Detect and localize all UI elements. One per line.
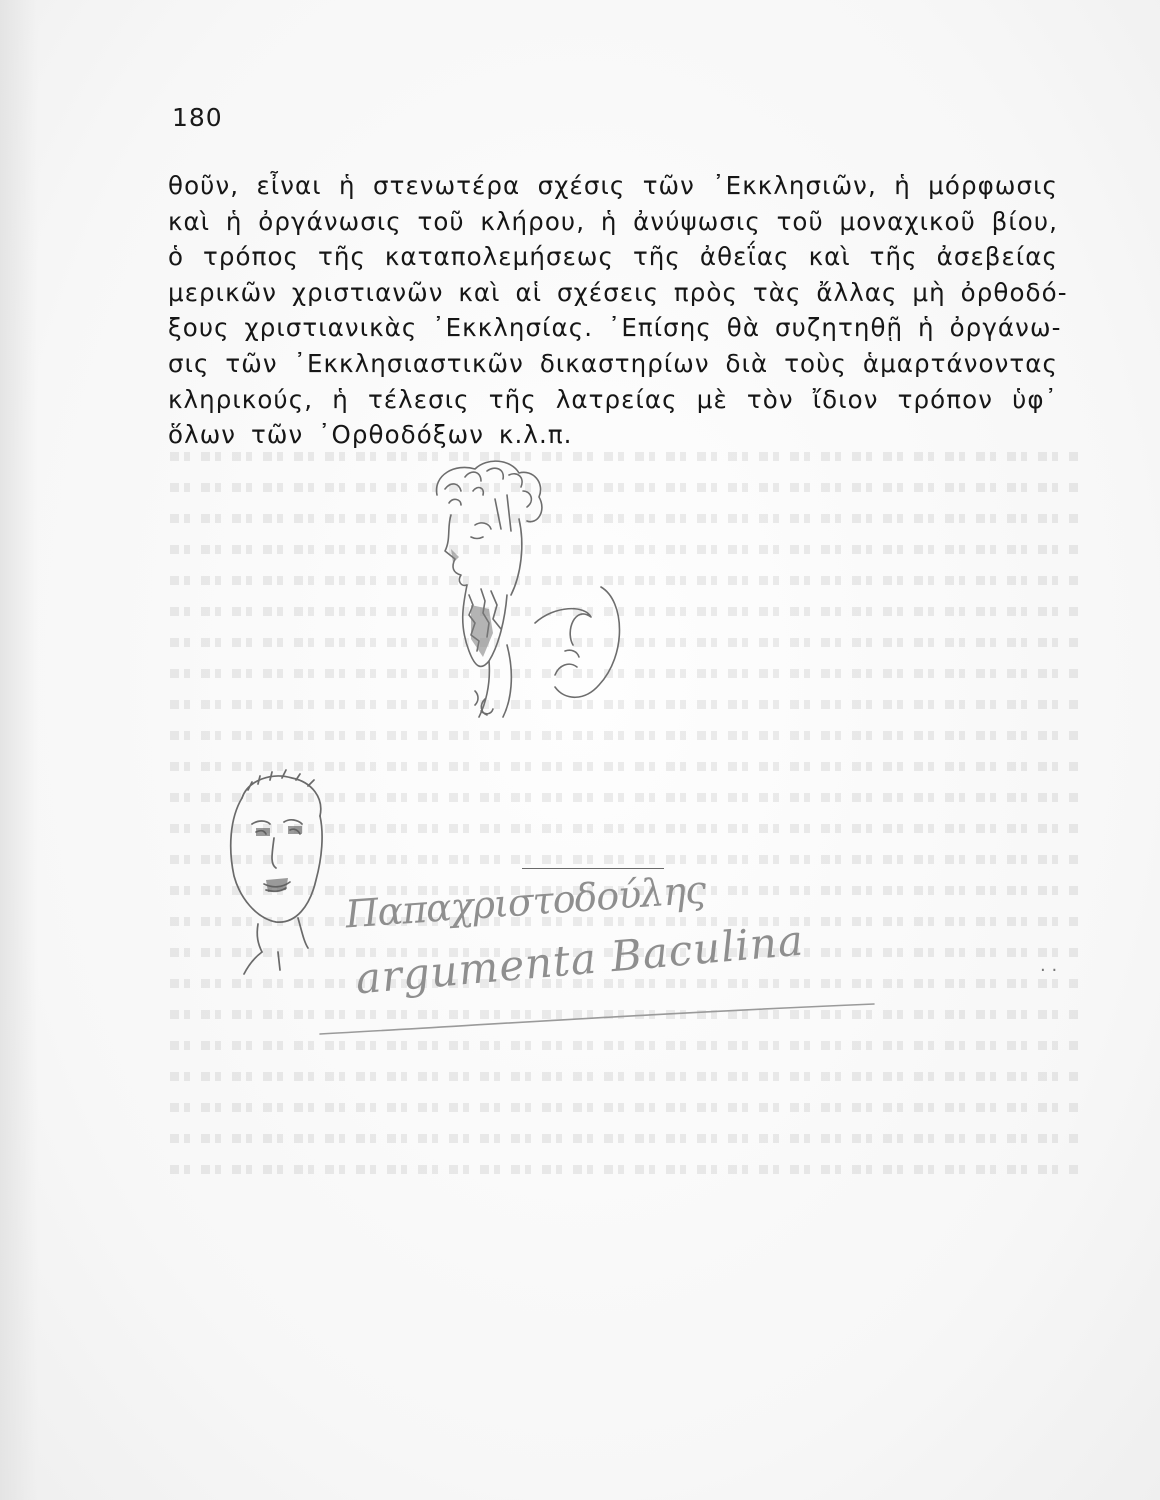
body-text xyxy=(168,168,1068,453)
text-line: καὶ ἡ ὀργάνωσις τοῦ κλήρου, ἡ ἀνύψωσις τοῦ μοναχικοῦ βίου, xyxy=(168,206,1058,236)
bearded-profile-sketch xyxy=(415,455,640,745)
head-sketch xyxy=(212,768,342,978)
text-line: θοῦν, εἶναι ἡ στενωτέρα σχέσις τῶν ᾿Εκκλησιῶν, ἡ μόρφωσις xyxy=(168,171,1058,200)
text-line: σις τῶν ᾿Εκκλησιαστικῶν δικαστηρίων διὰ τοὺς ἁμαρτάνοντας xyxy=(168,348,1058,378)
page-number: 180 xyxy=(172,103,223,132)
text-line: ὁ τρόπος τῆς καταπολεμήσεως τῆς ἀθεΐας καὶ τῆς ἀσεβείας xyxy=(168,242,1058,272)
handwritten-note: argumenta Baculina xyxy=(353,915,806,1004)
horizontal-rule xyxy=(522,868,664,869)
stray-marks: . . xyxy=(1040,955,1058,976)
handwritten-name: Παπαχριστοδούλης xyxy=(343,867,707,937)
text-line: ξους χριστιανικὰς ᾿Εκκλησίας. ᾿Επίσης θὰ συζητηθῇ ἡ ὀργάνω- xyxy=(168,313,1062,343)
pencil-underline xyxy=(318,1000,878,1040)
text-line: μερικῶν χριστιανῶν καὶ αἱ σχέσεις πρὸς τὰς ἄλλας μὴ ὀρθοδό- xyxy=(168,277,1068,307)
page-edge-shadow xyxy=(0,0,38,1500)
text-line: κληρικούς, ἡ τέλεσις τῆς λατρείας μὲ τὸν ἴδιον τρόπον ὑφ᾿ xyxy=(168,384,1058,414)
text-line: ὅλων τῶν ᾿Ορθοδόξων κ.λ.π. xyxy=(168,420,573,450)
reverse-side-bleed-through xyxy=(170,430,1080,1190)
